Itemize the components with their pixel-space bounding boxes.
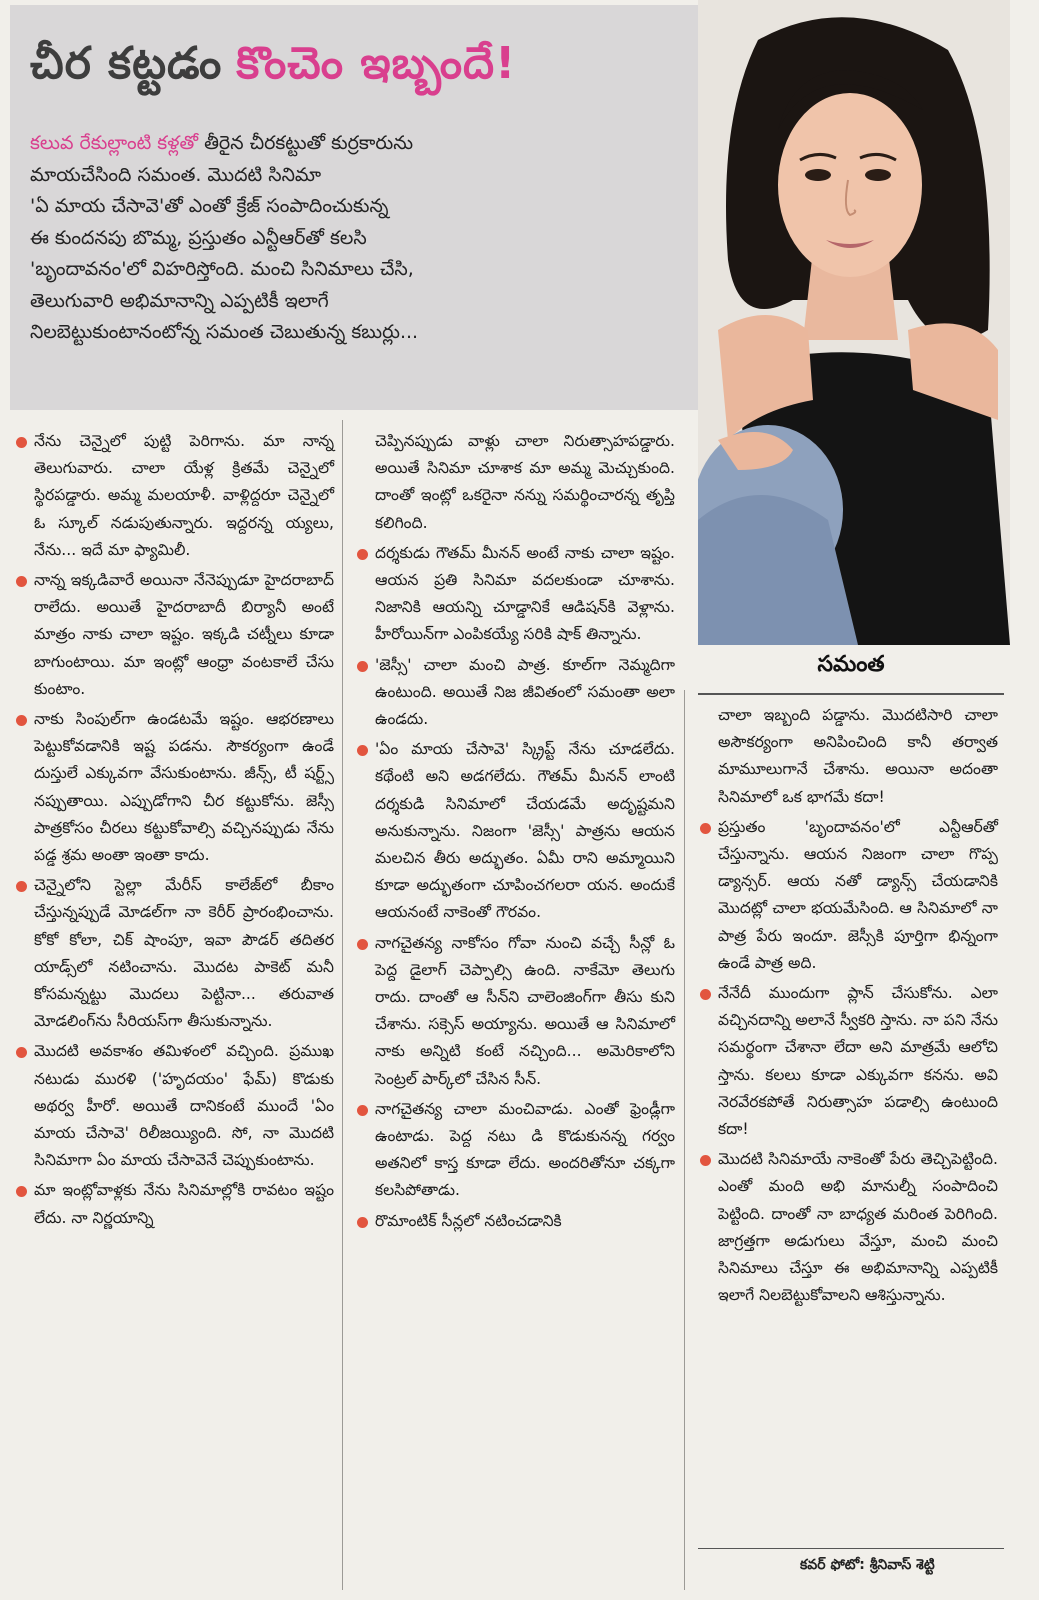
paragraph-text: నాన్న ఇక్కడివారే అయినా నేనెప్పుడూ హైదరాబాద్ రాలేదు. అయితే హైదరాబాదీ బిర్యానీ అంటే మాత్రం నాకు చాలా ఇష్టం. ఇక్కడి చట్నీలు కూడా బాగుంటాయి. మా ఇంట్లో ఆంధ్రా వంటకాలే చేసు కుంటాం. [34, 571, 334, 698]
intro-line: తెలుగువారి అభిమానాన్ని ఎప్పటికీ ఇలాగే [30, 289, 329, 312]
photo-credit: కవర్ ఫోటో: శ్రీనివాస్ శెట్టి [800, 1557, 935, 1573]
paragraph-text: నాకు సింపుల్‌గా ఉండటమే ఇష్టం. ఆభరణాలు పెట్టుకోవడానికి ఇష్ట పడను. సౌకర్యంగా ఉండే దుస్తులే ఎక్కువగా వేసుకుంటాను. జీన్స్, టీ షర్ట్స్ నప్పుతాయి. ఎప్పుడోగాని చీర కట్టుకోను. జెస్సీ పాత్రకోసం చీరలు కట్టుకోవాల్సి వచ్చినప్పుడు నేను పడ్డ శ్రమ అంతా ఇంతా కాదు. [34, 710, 334, 865]
paragraph-text: 'ఏం మాయ చేసావె' స్క్రిప్ట్ నేను చూడలేదు. కథేంటి అని అడగలేదు. గౌతమ్ మీనన్ లాంటి దర్శకుడి సినిమాలో చేయడమే అదృష్టమని అనుకున్నాను. నిజంగా 'జెస్సీ' పాత్రను ఆయన మలచిన తీరు అద్భుతం. ఏమీ రాని అమ్మాయిని కూడా అద్భుతంగా చూపించగలరా యన. అందుకే ఆయనంటే నాకెంతో గౌరవం. [375, 740, 675, 922]
paragraph-text: చాలా ఇబ్బంది పడ్డాను. మొదటిసారి చాలా అసౌకర్యంగా అనిపించింది కానీ తర్వాత మామూలుగానే చేశాను. అయినా అదంతా సినిమాలో ఒక భాగమే కదా! [718, 706, 998, 806]
intro-paragraph [30, 128, 670, 349]
paragraph-text: నేనేదీ ముందుగా ప్లాన్ చేసుకోను. ఎలా వచ్చినదాన్ని అలానే స్వీకరి స్తాను. నా పని నేను సమర్థంగా చేశానా లేదా అని మాత్రమే ఆలోచి స్తాను. కలలు కూడా ఎక్కువగా కనను. అవి నెరవేరకపోతే నిరుత్సాహ పడాల్సి ఉంటుంది కదా! [718, 984, 998, 1139]
article-paragraph [14, 1038, 334, 1174]
article-paragraph [698, 980, 998, 1143]
intro-line-text: తీరైన చీరకట్టుతో కుర్రకారును [204, 132, 414, 154]
intro-lead: కలువ రేకుల్లాంటి కళ్లతో [30, 132, 199, 154]
paragraph-text: నేను చెన్నైలో పుట్టి పెరిగాను. మా నాన్న తెలుగువారు. చాలా యేళ్ల క్రితమే చెన్నైలో స్థిరపడ్డారు. అమ్మ మలయాళీ. వాళ్లిద్దరూ చెన్నైలో ఓ స్కూల్ నడుపుతున్నారు. ఇద్దరన్న య్యలు, నేను... ఇదే మా ఫ్యామిలీ. [34, 432, 334, 559]
paragraph-text: రొమాంటిక్ సీన్లలో నటించడానికి [375, 1211, 562, 1230]
paragraph-text: చెన్నైలోని స్టెల్లా మేరీస్ కాలేజ్‌లో బీకాం చేస్తున్నప్పుడే మోడల్‌గా నా కెరీర్ ప్రారంభించాను. కోకో కోలా, చిక్ షాంపూ, ఇవా పౌడర్ తదితర యాడ్స్‌లో నటించాను. మొదట పాకెట్ మనీ కోసమన్నట్టు మొదలు పెట్టినా... తరువాత మోడలింగ్‌ను సీరియస్‌గా తీసుకున్నాను. [34, 876, 334, 1031]
bullet-icon [16, 881, 27, 892]
bullet-icon [16, 437, 27, 448]
paragraph-text: దర్శకుడు గౌతమ్ మీనన్ అంటే నాకు చాలా ఇష్టం. ఆయన ప్రతి సినిమా వదలకుండా చూశాను. నిజానికి ఆయన్ని చూడ్డానికే ఆడిషన్‌కి వెళ్లాను. హీరోయిన్‌గా ఎంపికయ్యే సరికి షాక్ తిన్నాను. [375, 543, 675, 644]
intro-line [30, 128, 670, 160]
headline-part1: చీర కట్టడం [30, 38, 223, 89]
paragraph-text: 'జెస్సీ' చాలా మంచి పాత్ర. కూల్‌గా నెమ్మదిగా ఉంటుంది. అయితే నిజ జీవితంలో సమంతా అలా ఉండదు. [375, 655, 675, 729]
intro-line: మాయచేసింది సమంత. మొదటి సినిమా [30, 163, 322, 186]
bullet-icon [16, 1047, 27, 1058]
intro-line: 'బృందావనం'లో విహరిస్తోంది. మంచి సినిమాలు చేసి, [30, 258, 414, 280]
article-paragraph [14, 706, 334, 869]
article-column-2 [355, 428, 675, 1238]
column-divider [342, 420, 343, 1590]
portrait-illustration [698, 0, 1010, 645]
article-paragraph [355, 652, 675, 734]
article-column-3 [698, 702, 998, 1312]
paragraph-text: నాగచైతన్య నాకోసం గోవా నుంచి వచ్చే సీన్లో ఓ పెద్ద డైలాగ్ చెప్పాల్సి ఉంది. నాకేమో తెలుగు రాదు. దాంతో ఆ సీన్‌ని చాలెంజింగ్‌గా తీసు కుని చేశాను. సక్సెస్ అయ్యాను. అయితే ఆ సినిమాలో నాకు అన్నిటి కంటే నచ్చింది... అమెరికాలోని సెంట్రల్ పార్క్‌లో చేసిన సీన్. [375, 933, 675, 1088]
paragraph-text: మొదటి అవకాశం తమిళంలో వచ్చింది. ప్రముఖ నటుడు మురళి ('హృదయం' ఫేమ్) కొడుకు అథర్వ హీరో. అయితే దానికంటే ముందే 'ఏం మాయ చేసావె' రిలీజయ్యింది. సో, నా మొదటి సినిమాగా ఏం మాయ చేసావెనే చెప్పుకుంటాను. [34, 1042, 334, 1170]
paragraph-text: నాగచైతన్య చాలా మంచివాడు. ఎంతో ఫ్రెండ్లీగా ఉంటాడు. పెద్ద నటు డి కొడుకునన్న గర్వం అతనిలో కాస్త కూడా లేదు. అందరితోనూ చక్కగా కలసిపోతాడు. [375, 1099, 675, 1200]
bullet-icon [357, 549, 368, 560]
article-paragraph [698, 702, 998, 811]
bullet-icon [16, 1186, 27, 1197]
intro-line: 'ఏ మాయ చేసావె'తో ఎంతో క్రేజ్ సంపాదించుకున్న [30, 195, 389, 217]
bullet-icon [700, 989, 711, 1000]
article-paragraph [355, 1096, 675, 1205]
bullet-icon [16, 576, 27, 587]
article-paragraph [355, 930, 675, 1093]
headline-part2: కొంచెం ఇబ్బందే! [236, 38, 517, 89]
bullet-icon [357, 1105, 368, 1116]
photo-caption: సమంత [817, 652, 885, 677]
paragraph-text: మా ఇంట్లోవాళ్లకు నేను సినిమాల్లోకి రావటం ఇష్టం లేదు. నా నిర్ణయాన్ని [34, 1181, 334, 1227]
intro-line: ఈ కుందనపు బొమ్మ, ప్రస్తుతం ఎన్టీఆర్‌తో కలసి [30, 226, 367, 249]
bullet-icon [357, 1217, 368, 1228]
article-paragraph [698, 814, 998, 977]
bullet-icon [16, 715, 27, 726]
intro-line: నిలబెట్టుకుంటానంటోన్న సమంత చెబుతున్న కబుర్లు... [30, 321, 419, 343]
article-paragraph [355, 736, 675, 926]
bullet-icon [700, 823, 711, 834]
article-paragraph [698, 1146, 998, 1309]
bullet-icon [357, 661, 368, 672]
bullet-icon [700, 1155, 711, 1166]
paragraph-text: చెప్పినప్పుడు వాళ్లు చాలా నిరుత్సాహపడ్డారు. అయితే సినిమా చూశాక మా అమ్మ మెచ్చుకుంది. దాంతో ఇంట్లో ఒకరైనా నన్ను సమర్థించారన్న తృప్తి కలిగింది. [375, 432, 675, 532]
article-paragraph [14, 428, 334, 564]
bullet-icon [357, 745, 368, 756]
article-paragraph [14, 1177, 334, 1231]
paragraph-text: మొదటి సినిమాయే నాకెంతో పేరు తెచ్చిపెట్టింది. ఎంతో మంది అభి మానుల్నీ సంపాదించి పెట్టింది. దాంతో నా బాధ్యత మరింత పెరిగింది. జాగ్రత్తగా అడుగులు వేస్తూ, మంచి మంచి సినిమాలు చేస్తూ ఈ అభిమానాన్ని ఎప్పటికీ ఇలాగే నిలబెట్టుకోవాలని ఆశిస్తున్నాను. [718, 1150, 998, 1305]
credit-divider [698, 1548, 1004, 1549]
column-divider [684, 690, 685, 1590]
article-paragraph [355, 540, 675, 649]
article-paragraph [355, 1208, 675, 1235]
article-paragraph [355, 428, 675, 537]
paragraph-text: ప్రస్తుతం 'బృందావనం'లో ఎన్టీఆర్‌తో చేస్తున్నాను. ఆయన నిజంగా చాలా గొప్ప డ్యాన్సర్. ఆయ నతో డ్యాన్స్ చేయడానికి మొదట్లో చాలా భయమేసింది. ఆ సినిమాలో నా పాత్ర పేరు ఇందూ. జెస్సీకి పూర్తిగా భిన్నంగా ఉండే పాత్ర అది. [718, 817, 998, 972]
article-paragraph [14, 872, 334, 1035]
bullet-icon [357, 939, 368, 950]
caption-divider [698, 693, 1004, 695]
portrait-photo [698, 0, 1010, 645]
headline [30, 38, 516, 100]
article-paragraph [14, 567, 334, 703]
article-column-1 [14, 428, 334, 1235]
